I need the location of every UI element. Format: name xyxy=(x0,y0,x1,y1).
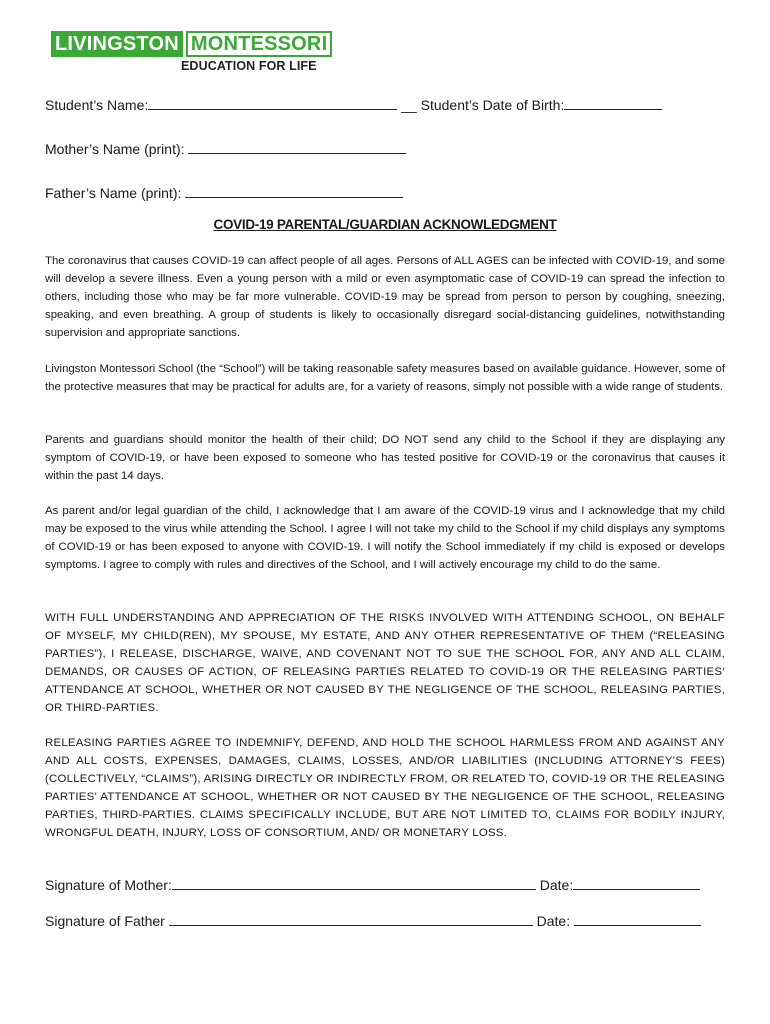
paragraph-risk: The coronavirus that causes COVID-19 can affect people of all ages. Persons of ALL AGES can be infected with COVID-19, and some will develop a severe illness. Even a young person with a mild or even asymptomatic case of COVID-19 can spread the infection to others, including those who may be far more vulnerable. COVID-19 may be spread from person to person by coughing, sneezing, speaking, and even breathing. A group of students is likely to occasionally disregard social-distancing guidelines, notwithstanding supervision and appropriate sanctions. xyxy=(45,255,725,339)
paragraph-safety-measures: Livingston Montessori School (the “School”) will be taking reasonable safety measures based on available guidance. However, some of the protective measures that may be practical for adults are, for a variety of reasons, simply not possible with a wide range of students. xyxy=(45,363,726,393)
school-logo xyxy=(51,31,332,73)
logo-wordmark xyxy=(51,31,332,57)
student-dob-blank[interactable] xyxy=(564,97,662,110)
paragraph-indemnify: RELEASING PARTIES AGREE TO INDEMNIFY, DEFEND, AND HOLD THE SCHOOL HARMLESS FROM AND AGAINST ANY AND ALL COSTS, EXPENSES, DAMAGES, CLAIMS, LOSSES, AND/OR LIABILITIES (INCLUDING ATTORNEY’S FEES) (COLLECTIVELY, “CLAIMS”), ARISING DIRECTLY OR INDIRECTLY FROM, OR RELATED TO, COVID-19 OR THE RELEASING PARTIES’ ATTENDANCE AT SCHOOL, WHETHER OR NOT CAUSED BY THE NEGLIGENCE OF THE SCHOOL, RELEASING PARTIES, THIRD-PARTIES. CLAIMS SPECIFICALLY INCLUDE, BUT ARE NOT LIMITED TO, CLAIMS FOR BODILY INJURY, WRONGFUL DEATH, INJURY, LOSS OF CONSORTIUM, AND/ OR MONETARY LOSS. xyxy=(45,737,725,839)
father-signature-label: Signature of Father xyxy=(45,913,165,929)
father-name-blank[interactable] xyxy=(185,185,403,198)
mother-name-label: Mother’s Name (print): xyxy=(45,141,185,157)
document-title: COVID-19 PARENTAL/GUARDIAN ACKNOWLEDGMENT xyxy=(213,217,557,232)
father-signature-blank[interactable] xyxy=(169,913,533,926)
father-date-blank[interactable] xyxy=(574,913,701,926)
father-name-row xyxy=(45,185,403,201)
mother-date-label: Date: xyxy=(539,877,574,893)
paragraph-monitor-health: Parents and guardians should monitor the health of their child; DO NOT send any child to the School if they are displaying any symptom of COVID-19, or have been exposed to someone who has tested positive for COVID-19 or the coronavirus that causes it within the past 14 days. xyxy=(45,434,725,482)
father-date-label: Date: xyxy=(536,913,571,929)
logo-tagline: EDUCATION FOR LIFE xyxy=(181,59,317,73)
mother-name-blank[interactable] xyxy=(188,141,406,154)
mother-name-row xyxy=(45,141,406,157)
student-dob-label: __ Student’s Date of Birth: xyxy=(401,97,565,113)
paragraph-release: WITH FULL UNDERSTANDING AND APPRECIATION OF THE RISKS INVOLVED WITH ATTENDING SCHOOL, ON BEHALF OF MYSELF, MY CHILD(REN), MY SPOUSE, MY ESTATE, AND ANY OTHER REPRESENTATIVE OF THEM (“RELEASING PARTIES”), I RELEASE, DISCHARGE, WAIVE, AND COVENANT NOT TO SUE THE SCHOOL FOR, ANY AND ALL CLAIM, DEMANDS, OR CAUSES OF ACTION, OF RELEASING PARTIES RELATED TO COVID-19 OR THE RELEASING PARTIES’ ATTENDANCE AT SCHOOL, WHETHER OR NOT CAUSED BY THE NEGLIGENCE OF THE SCHOOL, RELEASING PARTIES, OR THIRD-PARTIES. xyxy=(45,612,725,714)
mother-signature-label: Signature of Mother: xyxy=(45,877,172,893)
father-signature-row xyxy=(45,913,701,929)
paragraph-acknowledgment: As parent and/or legal guardian of the child, I acknowledge that I am aware of the COVID-19 virus and I acknowledge that my child may be exposed to the virus while attending the School. I agree I will not take my child to the School if my child displays any symptoms of COVID-19 or has been exposed to anyone with COVID-19. I will notify the School immediately if my child is exposed or develops symptoms. I agree to comply with rules and directives of the School, and I will actively encourage my child to do the same. xyxy=(45,505,725,571)
logo-name-left: LIVINGSTON xyxy=(51,31,183,57)
student-name-label: Student’s Name: xyxy=(45,97,149,113)
mother-signature-blank[interactable] xyxy=(172,877,536,890)
mother-date-blank[interactable] xyxy=(573,877,700,890)
father-name-label: Father’s Name (print): xyxy=(45,185,182,201)
student-info-row xyxy=(45,97,662,113)
logo-name-right: MONTESSORI xyxy=(186,31,332,57)
mother-signature-row xyxy=(45,877,700,893)
student-name-blank[interactable] xyxy=(148,97,397,110)
